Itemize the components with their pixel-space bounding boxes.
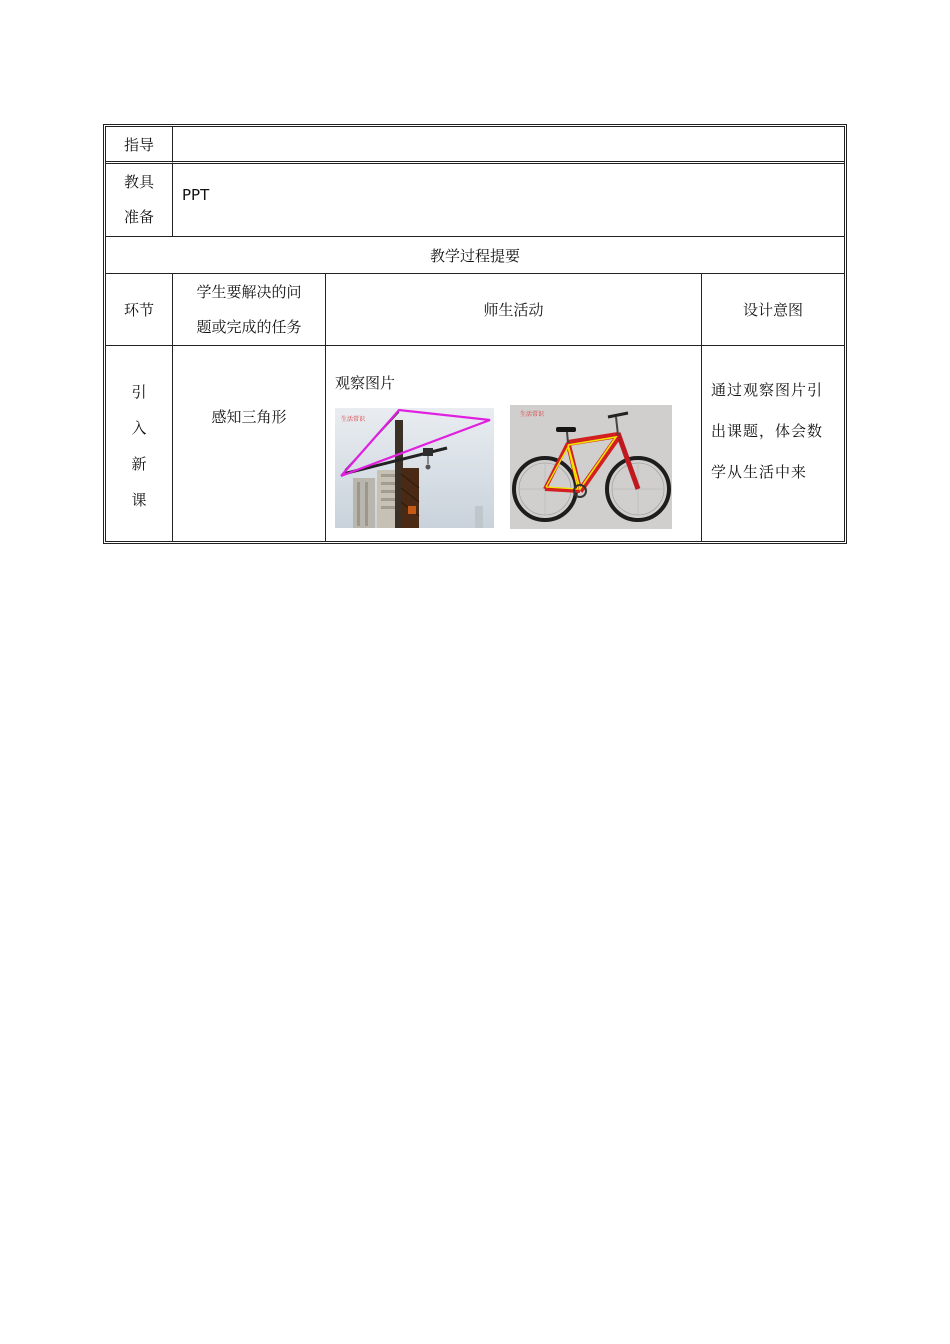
process-title: 教学过程提要 bbox=[106, 237, 844, 274]
guide-label: 指导 bbox=[106, 127, 173, 164]
process-title-row bbox=[106, 237, 844, 274]
intro-section bbox=[106, 346, 173, 541]
header-design: 设计意图 bbox=[702, 274, 844, 346]
header-task bbox=[173, 274, 326, 346]
bicycle-image bbox=[510, 405, 672, 529]
intro-task: 感知三角形 bbox=[173, 346, 326, 541]
activity-images bbox=[335, 405, 692, 529]
tools-label-line-2: 准备 bbox=[123, 208, 154, 226]
lesson-plan-table bbox=[103, 124, 847, 544]
tools-value-text: PPT bbox=[182, 186, 210, 204]
design-line: 通过观察图片引 bbox=[711, 381, 824, 399]
lesson-plan-sheet bbox=[103, 124, 847, 544]
intro-activity bbox=[326, 346, 702, 541]
intro-section-char: 入 bbox=[131, 418, 147, 437]
tools-label-line-1: 教具 bbox=[123, 173, 154, 191]
header-task-line-2: 题或完成的任务 bbox=[196, 317, 302, 336]
tools-value bbox=[173, 164, 844, 237]
guide-row bbox=[106, 127, 844, 164]
intro-activity-text: 观察图片 bbox=[335, 374, 396, 392]
crane-caption: 生活常识 bbox=[341, 416, 366, 423]
design-line: 出课题，体会数 bbox=[711, 422, 824, 440]
header-activity: 师生活动 bbox=[326, 274, 702, 346]
bicycle-caption: 生活常识 bbox=[520, 411, 545, 418]
header-task-line-1: 学生要解决的问 bbox=[196, 282, 302, 301]
header-row bbox=[106, 274, 844, 346]
guide-value bbox=[173, 127, 844, 164]
intro-section-char: 新 bbox=[131, 454, 147, 473]
header-section: 环节 bbox=[106, 274, 173, 346]
design-line: 学从生活中来 bbox=[711, 463, 808, 481]
intro-section-char: 引 bbox=[131, 382, 147, 401]
tools-row bbox=[106, 164, 844, 237]
crane-image bbox=[335, 408, 494, 528]
intro-row bbox=[106, 346, 844, 541]
intro-design bbox=[702, 346, 844, 541]
tools-label bbox=[106, 164, 173, 237]
intro-section-char: 课 bbox=[131, 490, 147, 509]
